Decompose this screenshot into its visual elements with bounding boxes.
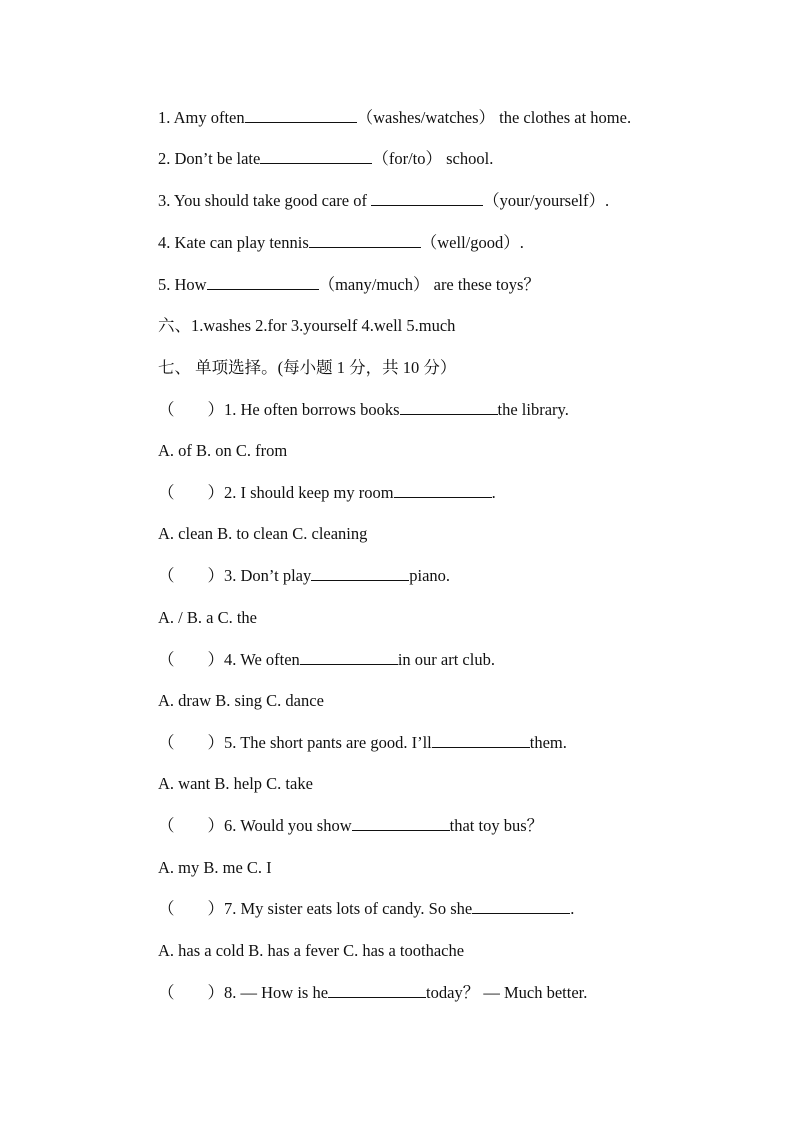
mc-question-7 [158,897,574,921]
question-text: （for/to） school. [372,149,494,168]
mc-options-7: A. has a cold B. has a fever C. has a toothache [158,941,465,960]
section-heading: 七、 单项选择。(每小题 1 分，共 10 分） [158,358,457,377]
question-text: （many/much） are these toys？ [318,275,540,294]
question-text: 4. We often [224,650,300,669]
question-text: . [570,899,575,918]
answer-blank[interactable] [352,816,450,831]
fill-question-3 [158,189,609,213]
mc-options-5: A. want B. help C. take [158,774,313,793]
mc-question-2 [158,481,496,505]
mc-options-2: A. clean B. to clean C. cleaning [158,524,368,543]
question-text: （well/good）. [420,233,524,252]
question-text: 2. Don’t be late [158,149,261,168]
fill-question-4 [158,231,524,255]
mc-options-3: A. / B. a C. the [158,608,257,627]
answer-blank[interactable] [328,983,426,998]
answer-paren[interactable]: （ ） [158,816,224,835]
mc-question-4 [158,648,495,672]
mc-question-5 [158,731,567,755]
answer-blank[interactable] [245,108,357,123]
answer-blank[interactable] [260,149,372,164]
answer-blank[interactable] [311,566,409,581]
answer-paren[interactable]: （ ） [158,899,224,918]
question-text: 1. He often borrows books [224,400,400,419]
question-text: them. [529,733,567,752]
question-text: 5. The short pants are good. I’ll [224,733,432,752]
answer-blank[interactable] [300,650,398,665]
answer-blank[interactable] [472,899,570,914]
mc-question-3 [158,564,450,588]
answer-blank[interactable] [432,733,530,748]
mc-options-1: A. of B. on C. from [158,441,288,460]
question-text: piano. [409,566,451,585]
answer-blank[interactable] [309,233,421,248]
mc-question-8 [158,981,587,1005]
question-text: 2. I should keep my room [224,483,394,502]
mc-options-4: A. draw B. sing C. dance [158,691,324,710]
answer-blank[interactable] [394,483,492,498]
mc-question-1 [158,398,569,422]
answer-blank[interactable] [400,400,498,415]
answer-paren[interactable]: （ ） [158,733,224,752]
question-text: （washes/watches） the clothes at home. [356,108,632,127]
question-text: （your/yourself）. [483,191,610,210]
answer-blank[interactable] [207,275,319,290]
question-text: that toy bus？ [449,816,544,835]
fill-question-1 [158,106,631,130]
answer-paren[interactable]: （ ） [158,483,224,502]
mc-options-6: A. my B. me C. I [158,858,272,877]
question-text: 8. — How is he [224,983,329,1002]
question-text: in our art club. [397,650,495,669]
answer-paren[interactable]: （ ） [158,400,224,419]
question-text: 5. How [158,275,207,294]
answer-paren[interactable]: （ ） [158,983,224,1002]
question-text: . [491,483,496,502]
mc-question-6 [158,814,543,838]
question-text: the library. [497,400,569,419]
question-text: 3. You should take good care of [158,191,372,210]
fill-question-5 [158,273,540,297]
answer-paren[interactable]: （ ） [158,650,224,669]
fill-question-2 [158,147,493,171]
question-text: 3. Don’t play [224,566,312,585]
question-text: 1. Amy often [158,108,245,127]
answer-blank[interactable] [371,191,483,206]
question-text: 4. Kate can play tennis [158,233,309,252]
question-text: 6. Would you show [224,816,352,835]
question-text: today？ — Much better. [426,983,588,1002]
question-text: 7. My sister eats lots of candy. So she [224,899,473,918]
answer-key: 六、1.washes 2.for 3.yourself 4.well 5.much [158,316,456,335]
answer-paren[interactable]: （ ） [158,566,224,585]
